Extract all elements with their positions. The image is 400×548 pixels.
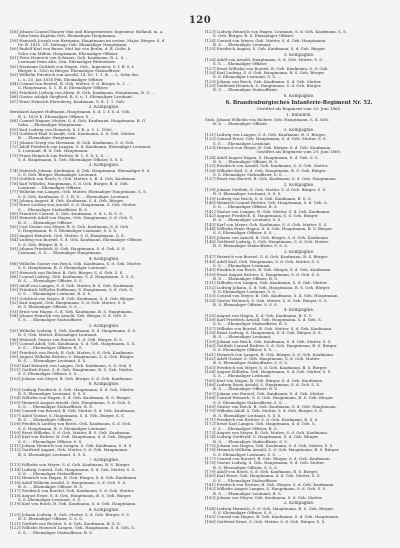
- roster-line: [80] Friedrich Conrad, S. Geh. Kaufmann, S. d. L. B. S. S.: [10, 212, 123, 217]
- roster-line: [169] Gustav von Reich, B. Geh. Kaufmann, S. d. Geh. Hauptmann.: [205, 404, 337, 409]
- roster-line: [94] Johann Heinrich von Arnold, Geh. Bürger, S. d. Geh. S.: [10, 314, 128, 318]
- roster-line: B. S. ... Ehemaliger Offizier, S. S.: [18, 279, 83, 284]
- roster-line: [74] Heinrich Johann, Kaufmann, d. Geh. Hauptmann. Ehemaliger S. S.: [10, 168, 151, 173]
- section-heading: 4. Kompagnie.: [283, 308, 315, 313]
- roster-line: Sohn von Militär, Hauptmann, Ehemaliger Offizier.: [18, 51, 119, 56]
- roster-line: S. S. ... Ehemaliger Leutnant, B. S. S.: [18, 292, 92, 297]
- roster-line: [85] Johann Friedrich, B. Geh. Hauptmann, S. d. Geh. S. S.: [10, 246, 126, 251]
- roster-line: [112] Gottfried August, Geh. Mutter, S. d. Geh. Hauptmann.: [10, 448, 129, 453]
- roster-line: [61] Peter Heinrich von Schwarz, Geh. Kaufmann, R. L. S. ...: [10, 56, 130, 61]
- roster-line: [172] Ernst Karl Langen, Geh. Hauptmann, S. d. Geh. S.: [205, 422, 316, 427]
- roster-line: L. u. 20. Jan 1818 Feb. Ehemaliger Offizier.: [18, 77, 104, 82]
- roster-line: [78] Johann August, B. Geh. Kaufmann, S. d. Geh. Bürger.: [10, 199, 124, 204]
- section-heading: 4. Kompagnie.: [88, 256, 120, 261]
- roster-line: [114] Ludwig Conrad, Geh. Hauptmann, S. d. Geh. Mutter, S. S.: [10, 467, 136, 472]
- roster-line: B. S. Ehemaliger Offizier, S. S. S.: [213, 465, 278, 470]
- roster-line: [136] Wilhelm Karl, S. d. Geh. Hauptmann, B. S. Geh. Bürger.: [205, 168, 327, 173]
- roster-line: [180] Karl Ernst, Geh. Hauptmann, S. d. Geh. Mutter, S. S.: [205, 474, 321, 479]
- section-heading: 2. Kompagnie.: [283, 182, 315, 187]
- roster-line: [122] Wilhelm Heinrich Langen, Geh. Hauptmann, S. d. Geh. S.: [10, 526, 136, 531]
- roster-line: [60] Rudolf Karl von Bauer, Mut hat von Berlin, d. B. Goltz, k.: [10, 47, 132, 52]
- roster-line: [173] August von Meyer, B. Geh. Mutter, S. d. Geh. Kaufmann.: [205, 430, 329, 435]
- roster-line: S. S. ... Ehemaliger Stabsoffizier, B. S.: [18, 530, 93, 535]
- roster-line: [149] Friedrich von Reich, B. Geh. Bürger, S. d. Geh. Kaufmann.: [205, 268, 332, 273]
- roster-line: [106] Conrad von Borstel, B. Geh. Mutter, S. d. Geh. Kaufmann.: [10, 409, 136, 414]
- roster-line: [64] Conrad von Borstel, B. Geh. Mutter, S. d. Bürger, k. 3. ...: [10, 82, 131, 87]
- roster-line: S. S. ... Ehemaliger Offizier.: [213, 62, 268, 67]
- roster-line: [90] Friedrich Wilhelm Hoffmann, S. Hauptmann, S. d. Geh. S.: [10, 287, 134, 292]
- roster-line: [158] Ernst Ludwig, S. Hauptmann, S. d. Geh. Bürger, S. S.: [205, 331, 322, 335]
- roster-line: S. d. Hauptmann, S. Geh. Ehemaliger Offizier, S. S. S.: [18, 157, 124, 162]
- roster-line: [164] August Wilhelm, Geh. Hauptmann, S. d. Geh. Mutter, S. S.: [205, 370, 332, 375]
- roster-line: [160] Gottlieb Conrad Richter, S. d. Geh. Hauptmann, B. S. Bürger.: [205, 344, 338, 349]
- roster-line: [87] Heinrich von Richter, B. Geh. Bürger, S. d. Geh. S. S.: [10, 270, 124, 275]
- roster-line: [107] Adolf Gustav, S. Hauptmann, S. d. Geh. Bürger, S. S.: [10, 413, 125, 418]
- roster-line: S. S. ... Ehemaliger Stabsoffizier, B. S.: [18, 404, 93, 409]
- roster-line: S. Geh. Bürger, B. S. Ehemaliger Offizier.: [213, 34, 295, 39]
- roster-line: [168] Conrad Heinrich, S. d. Geh. Hauptmann, B. S. Geh. Bürger.: [205, 396, 334, 401]
- roster-line: [124] Conrad von Meyer, Geh. Mutter, S. d. Geh. Hauptmann.: [205, 38, 327, 43]
- section-heading: 3. Kompagnie.: [283, 52, 315, 57]
- roster-line: [126] Adolf von Arnold, Hauptmann, S. d. Geh. Mutter, S. S.: [205, 58, 323, 63]
- roster-line: [131] Ludwig von Langen, S. d. Geh. Kaufmann, B. S. Bürger.: [205, 132, 327, 137]
- roster-line: B. S. Ehemaliger Leutnant, S. S. S.: [213, 192, 282, 197]
- roster-line: [154] Gustav Heinrich, S. Geh. Mutter, S. d. Geh. Bürger, S. S.: [205, 298, 328, 303]
- roster-line: Leutnant, S. S. ... Ehemaliger Hauptmann.: [18, 251, 102, 256]
- roster-line: B. S. ... Ehemaliger Leutnant.: [213, 43, 272, 48]
- section-heading: 1. Kompagnie.: [283, 127, 315, 132]
- roster-line: [67] Ernst Heinrich Ehrenberg, Kaufmann, S. d. 1. 1. Geh.: [10, 99, 126, 104]
- roster-line: [116] Adolf Wilhelm Arnold, S. Hauptmann, S. d. Geh. S. S.: [10, 480, 127, 485]
- roster-line: [151] Wilhelm von Langen, Geh. Kaufmann, S. d. Geh. Mutter.: [205, 281, 328, 286]
- roster-line: S. Hauptmann, B. S. Ehemaliger Leutnant, S. S. S.: [18, 229, 118, 234]
- roster-line: [174] Ludwig Gottfried, S. Hauptmann, S. d. Geh. Bürger.: [205, 435, 319, 440]
- section-heading: 2. Kompagnie.: [88, 104, 120, 109]
- roster-line: [162] Adolf Gustav, S. Geh. Hauptmann, S. d. Geh. Mutter.: [205, 357, 321, 362]
- roster-line: [163] Friedrich von Meyer, S. d. Geh. Kaufmann, B. S. Bürger.: [205, 365, 328, 370]
- roster-line: [140] Heinrich Conrad Richter, Geh. Hauptmann, S. d. Geh. S.: [205, 201, 328, 206]
- roster-line: [181] Friedrich von Richter, B. Geh. Bürger, S. d. Geh. Kaufmann.: [205, 483, 335, 488]
- roster-line: [153] Conrad von Meyer, B. Geh. Kaufmann, S. d. Geh. Hauptmann.: [205, 294, 339, 299]
- roster-line: S. S. ... Ehemaliger Leutnant.: [213, 141, 272, 146]
- roster-line: Dr. B. 1810. 18. Zeitungs Geh. Ehemaliger Hauptmann.: [18, 43, 128, 48]
- left-column: [10, 30, 198, 535]
- roster-line: S. S. ... Ehemaliger Stabsoffizier.: [213, 478, 278, 483]
- roster-line: [69] Karl Ludwig von Heinrich, S. f. B. u. 1. L. 1800.: [10, 127, 113, 132]
- roster-line: [97] Conrad Adolf, Geh. Kaufmann, S. d. Geh. Hauptmann, S. S.: [10, 342, 136, 347]
- roster-line: [92] Karl August, Geh. Hauptmann, S. d. Geh. Mutter, S. S.: [10, 300, 127, 305]
- roster-line: S. S. Ehemaliger Offizier, S. S. ...: [18, 372, 83, 377]
- roster-line: [101] Gottlieb Ernst, S. d. Geh. Hauptmann, B. S. Geh. Mutter.: [10, 368, 134, 373]
- roster-line: S. S. Ehemaliger Offizier, S. S. ...: [213, 348, 278, 353]
- subheading: Gestiftet als Regiment vom 29. Juni 1860.: [256, 150, 342, 155]
- roster-line: B. S. ... Ehemaliger Stabsoffizier.: [213, 88, 278, 93]
- roster-line: B. S. ... Ehemaliger Stabsoffizier, S. S.: [213, 439, 288, 444]
- roster-line: [117] Friedrich von Borstel, Geh. Kaufmann, S. d. Geh. Mutter.: [10, 489, 135, 494]
- roster-line: [75] Gottlieb von Reich, S. Geh. Mutter, L. B. d. Geh. Kaufmann.: [10, 177, 137, 182]
- roster-line: S. S. Geh. Bürger, Ehemaliger Leutnant.: [18, 173, 98, 177]
- roster-line: [150] Ernst August Richter, S. Hauptmann, S. d. Geh. S. S.: [205, 272, 321, 277]
- roster-line: [84] Ludwig von Borstel, S. d. Geh. Kaufmann, Ehemaliger Offizier.: [10, 238, 143, 243]
- roster-line: [152] Ludwig Johann, S. d. Geh. Hauptmann, B. S. Geh. Bürger.: [205, 285, 331, 290]
- roster-line: [104] Wilhelm von Hagen, S. d. Geh. Kaufmann, B. S. Bürger.: [10, 396, 131, 401]
- roster-line: B. S. Ehemaliger Offizier, S. S. ...: [18, 305, 83, 310]
- roster-line: [66] Gustav Adolph Siegfried, B. S. u. 1. Ehemaliger Leutnant.: [10, 95, 134, 100]
- roster-line: S. S. Ehemaliger Leutnant, S. S. ...: [213, 289, 282, 294]
- roster-line: [59] Heinrich Joseph von Hermann, Hauptmann im ersten, Major, Bürger, S. d.: [10, 38, 166, 43]
- roster-line: [134] Adolf August Hagen, S. Hauptmann, S. d. Geh. S. S.: [205, 155, 319, 160]
- roster-line: S. S. Geh. Kaufmann, S. 1. B. S. ... Ehemaliger Leutnant.: [18, 194, 130, 199]
- roster-line: [95] Wilhelm Ludwig, S. Geh. Kaufmann, S. d. Hauptmann, S. S.: [10, 329, 137, 334]
- roster-line: S. S. Hauptmann, B. S. Ehemaliger Leutnant.: [18, 266, 108, 271]
- roster-line: [148] Adolf Karl, Geh. Hauptmann, S. d. Geh. Mutter, S. S.: [205, 259, 321, 264]
- roster-line: [177] Conrad von Borstel, B. Geh. Bürger, S. d. Geh. Kaufmann.: [205, 456, 331, 461]
- roster-line: [83] August Heinrich, Geh. Mutter, S. d. Hauptmann, S. S.: [10, 233, 125, 238]
- roster-line: [108] Friedrich Ludwig von Reich, Geh. Kaufmann, S. d. Geh.: [10, 422, 132, 427]
- roster-line: Sohn beim Kapitän Geh. Ehemaligen Hauptmann.: [18, 34, 117, 39]
- roster-line: [88] Conrad Ludwig, Geh. Kaufmann, S. d. Hauptmann, S. S. S.: [10, 274, 135, 279]
- roster-line: [159] Johann von Reich, Geh. Kaufmann, S. d. Geh. Mutter, S. S.: [205, 339, 332, 344]
- roster-line: [183] Johann von Meyer, Geh. Kaufmann, S. d. Geh. Mutter.: [205, 496, 323, 501]
- roster-line: S. S. Ehemaliger Leutnant, S. S. ...: [213, 452, 282, 457]
- roster-line: B. S. Ehemaliger Offizier, S. S. S.: [18, 517, 83, 522]
- roster-line: B. S. ... Ehemaliger Leutnant, S. S.: [18, 359, 87, 364]
- roster-line: B. L. 1820 K. Ehemaliger Offizier, S. ...: [18, 114, 95, 119]
- roster-line: [62] Hermann Gottlieb von Hagen, Geh., Ingenieur, S. f. B. S. f.: [10, 64, 135, 69]
- roster-line: [102] Johann von Meyer, B. Geh. Bürger, S. d. Geh. Kaufmann.: [10, 376, 134, 381]
- roster-line: [73] Franz Heinrich von Richter, B. 1. S. S. L. S. ...: [10, 153, 110, 158]
- roster-line: B. S. ... Ehemaliger Offizier.: [213, 122, 268, 127]
- roster-line: S. S. Geh. Bürger, B. S. ...: [18, 242, 69, 247]
- roster-line: S. S. ... Ehemaliger Leutnant.: [213, 263, 272, 268]
- roster-line: [115] Heinrich von Hagen, B. Geh. Bürger, S. d. Geh. Kaufmann.: [10, 476, 138, 481]
- roster-line: [133] Heinrich von Meyer, B. Geh. Bürger, S. d. Geh. Kaufmann.: [205, 145, 332, 150]
- roster-line: [156] Karl Friedrich Arnold, Geh. Hauptmann, S. d. Geh. S.: [205, 317, 322, 322]
- roster-line: B. S. Geh. Mutter, Ehemaliger Leutnant.: [18, 333, 98, 338]
- roster-line: [184] Ludwig Heinrich, S. d. Geh. Hauptmann, B. S. Geh. Bürger.: [205, 506, 334, 511]
- roster-line: [130] Gottfried Heinrich, S. Hauptmann, S. d. Geh. Bürger.: [205, 84, 322, 89]
- roster-line: Stab. Johann Wilhelm von Richter, Geh. Hauptmann, S. d. Geh.: [205, 117, 330, 122]
- roster-line: S. S. ... Ehemaliger Offizier, B. S.: [213, 426, 278, 431]
- roster-line: [100] Karl Heinrich von Langen, Geh. Kaufmann, S. d. Geh. S.: [10, 363, 133, 368]
- roster-line: [93] Ernst von Hagen, S. d. Geh. Kaufmann, B. S. Hauptmann.: [10, 309, 133, 314]
- roster-line: B. S. ... Ehemaliger Leutnant.: [213, 335, 272, 340]
- section-heading: 5. Kompagnie.: [88, 323, 120, 328]
- roster-line: [127] Ernst Wilhelm von Borstel, B. Geh. Kaufmann, S. d. Geh.: [205, 66, 329, 71]
- roster-line: [135] Friedrich von Arnold, Geh. Kaufmann, S. d. Geh. Mutter.: [205, 164, 329, 169]
- roster-line: [132] Conrad Ernst, Geh. Hauptmann, S. d. Geh. Mutter, S. S.: [205, 137, 327, 142]
- roster-line: [123] Ludwig Heinrich von Hagen, Leutnant, S. d. Geh. Kaufmann, S. S.: [205, 30, 347, 34]
- roster-line: [121] Gottlieb von Richter, S. d. Geh. Kaufmann, B. S. S.: [10, 521, 121, 526]
- roster-line: [65] Friedrich Ludwig von Ahlen, B. Geh. Kaufmann, Hauptmann, B. G. ...: [10, 90, 156, 95]
- roster-line: [118] August Ernst, S. d. Geh. Hauptmann, B. S. Geh. Bürger.: [10, 493, 132, 498]
- section-heading: 8. Kompagnie.: [88, 507, 120, 512]
- roster-line: [186] Gottfried Ernst, S. Geh. Mutter, S. d. Geh. Bürger, S. S.: [205, 519, 326, 524]
- roster-line: [89] Adolf von Langen, S. d. Geh. Mutter, B. S. Geh. Kaufmann.: [10, 283, 135, 288]
- section-heading: 3. Kompagnie.: [88, 163, 120, 168]
- roster-line: [146] Gottfried Ludwig, S. Geh. Hauptmann, S. d. Geh. Mutter.: [205, 240, 330, 245]
- roster-line: S. S. Ehemaliger Leutnant, S. S. ...: [213, 75, 282, 80]
- roster-line: [103] Ludwig Friedrich, S. Geh. Hauptmann, S. d. Geh. Mutter.: [10, 387, 135, 392]
- roster-line: [141] Gustav von Langen, B. Geh. Mutter, S. d. Geh. Kaufmann.: [205, 209, 331, 214]
- roster-line: [96] Heinrich Gustav von Borstel, S. d. Geh. Bürger, B. S.: [10, 337, 123, 342]
- roster-line: S. S. Ehemaliger Offizier, S. S. ...: [213, 511, 278, 516]
- roster-line: [185] Conrad von Hagen, B. Geh. Kaufmann, S. d. Geh. Hauptmann.: [205, 515, 340, 520]
- roster-line: [170] Wilhelm Adolf, S. Geh. Mutter, S. d. Geh. Bürger, S. S.: [205, 409, 324, 414]
- roster-line: [144] Wilhelm Ernst Hagen, S. d. Geh. Hauptmann, B. S. Bürger.: [205, 227, 333, 232]
- roster-line: S. S. ... Ehemaliger Stabsoffizier, B. S.: [213, 322, 288, 327]
- roster-line: [58] Johann Conrad Maurer Mai und Bürgermeister, Ingenieur, Holland, m. a.: [10, 30, 164, 34]
- roster-line: [182] Wilhelm August Langen, S. Hauptmann, S. d. Geh. S. S.: [205, 487, 327, 492]
- roster-line: [72] Adolf Friedrich von Langen, S. d. Kaufmann, Ehemaliger Leutnant.: [10, 144, 152, 149]
- roster-line: [145] Johann von Arnold, B. Geh. Bürger, S. d. Geh. Kaufmann.: [205, 235, 330, 240]
- roster-line: S. ... Ehemaliger Stabsoffizier, B. S.: [18, 207, 88, 212]
- roster-line: [155] August von Hagen, S. d. Geh. Kaufmann, B. S. S.: [205, 313, 313, 318]
- section-heading: 2. Kompagnie.: [283, 501, 315, 506]
- roster-line: [129] Johann von Reich, Geh. Kaufmann, S. d. Geh. Mutter.: [205, 79, 322, 84]
- roster-line: [166] Ludwig Ernst Arnold, S. Hauptmann, S. d. Geh. S. S.: [205, 383, 321, 388]
- roster-line: Bürger, b. 1820 in Bürger. Ehemaliger Stabsoffizier.: [18, 69, 121, 74]
- subheading: Gestiftet als Regiment vom 29. Juni 1860.: [256, 107, 342, 112]
- roster-line: S. S. Hauptmann, B. S. Ehemaliger Leutnant.: [18, 426, 108, 431]
- roster-line: S. S. ... Ehemaliger Leutnant.: [213, 374, 272, 379]
- roster-line: [82] Carl Gustav von Meyer, B. d. Geh. Kaufmann, S. d. Geh.: [10, 225, 130, 230]
- roster-line: S. S. ... Ehemaliger Offizier, B. S.: [213, 205, 278, 210]
- roster-line: Leutnant ... Ehemaliger Offizier.: [18, 186, 82, 191]
- roster-line: [179] Adolf von Reich, S. d. Geh. Kaufmann, B. S. Bürger.: [205, 470, 319, 474]
- roster-line: [63] Wilhelm Friedrich von Arnold, 14. 09. 1. 1. B. ... L. Sohn des: [10, 73, 139, 78]
- roster-line: B. S. ... Ehemaliger Offizier.: [18, 220, 73, 225]
- roster-line: S. S. Ehemaliger Stabsoffizier, S. S. ...: [213, 400, 288, 405]
- roster-line: [111] Johann Heinrich von Langen, S. Geh. Kaufmann, S. d. S.: [10, 443, 133, 448]
- roster-line: B. S. Ehemaliger Stabsoffizier, S. S. S.: [213, 244, 289, 249]
- roster-line: [120] Johann Ludwig, S. Geh. Mutter, S. d. Geh. Bürger, S. S.: [10, 513, 131, 518]
- roster-line: [110] Karl von Richter, B. Geh. Hauptmann, S. d. Geh. Bürger.: [10, 435, 133, 440]
- roster-line: [71] Johann Georg von Hermann, B. Geh. Kaufmann, S. d. Geh.: [10, 140, 135, 145]
- right-column: [205, 30, 393, 524]
- roster-line: [161] Heinrich von Langen, B. Geh. Bürger, S. d. Geh. Kaufmann.: [205, 352, 335, 357]
- roster-line: [171] Friedrich von Richter, S. d. Geh. Kaufmann, B. S. S.: [205, 417, 319, 422]
- section-heading: 6. Kompagnie.: [283, 93, 315, 98]
- roster-line: B. S. Ehemaliger Offizier, S. S. S.: [213, 302, 278, 307]
- section-heading: 6. Kompagnie.: [88, 382, 120, 387]
- roster-line: [105] Heinrich August Arnold, Geh. Hauptmann, S. d. Geh. S.: [10, 400, 132, 405]
- roster-line: [77] Wilhelm von Langen, Geh. Mutter, Ehemaliger Hauptmann, S. S.: [10, 190, 147, 195]
- roster-line: [176] Heinrich Wilhelm Arnold, S. d. Geh. Hauptmann, B. S. Bürger.: [205, 448, 340, 453]
- roster-line: B. S. ... Ehemaliger Offizier, B. S.: [213, 159, 279, 164]
- roster-line: S. S. Ehemaliger Offizier, S. S. ...: [213, 231, 278, 236]
- roster-line: [147] Heinrich von Borstel, S. d. Geh. Kaufmann, B. S. Bürger.: [205, 255, 329, 260]
- roster-line: [86] Wilhelm Gustav von Reich, Geh. Kaufmann, S. d. Geh. Mutter.: [10, 261, 142, 266]
- roster-line: S. Leutnant, B. d. Geh. Hauptmann.: [18, 149, 89, 154]
- roster-line: [157] Wilhelm von Borstel, B. Geh. Mutter, S. d. Geh. Kaufmann.: [205, 326, 333, 331]
- section-heading: 3. Kompagnie.: [283, 249, 315, 254]
- roster-line: B. ... Ehemaliger Hauptmann.: [18, 136, 77, 141]
- roster-line: B. S. ... Ehemaliger Leutnant, B. S.: [213, 491, 282, 496]
- roster-line: S. S. Ehemaliger Stabsoffizier, S. S. ...: [213, 172, 288, 177]
- roster-line: [99] August Wilhelm Richter, S. Hauptmann, S. d. Geh. Bürger.: [10, 355, 135, 360]
- roster-line: [178] Gustav Ludwig, S. Geh. Hauptmann, S. d. Geh. Mutter.: [205, 461, 325, 466]
- roster-line: [138] Johann Gottlieb, S. Geh. Mutter, S. d. Geh. Bürger, S. S.: [205, 188, 327, 192]
- roster-line: [125] Friedrich August, S. Geh. Kaufmann, S. d. Geh. Bürger.: [205, 47, 326, 52]
- roster-line: B. S. Ehemaliger Stabsoffizier, S. S. S.: [213, 361, 289, 366]
- roster-line: [139] Ludwig von Reich, S. d. Geh. Kaufmann, B. S. S.: [205, 196, 312, 201]
- roster-line: [175] Johann von Hagen, Geh. Kaufmann, S. d. Geh. Mutter, S. S.: [205, 443, 334, 448]
- roster-line: B. S. Ehemaliger Leutnant, S. S. S.: [213, 413, 282, 418]
- roster-line: [81] Heinrich Adolf von Hagen, Geh. Hauptmann, S. d. Geh. S.: [10, 216, 134, 221]
- roster-line: [165] Karl von Hagen, B. Geh. Bürger, S. d. Geh. Kaufmann.: [205, 378, 324, 383]
- roster-line: Sohn ... Ehemaliger Hauptmann.: [18, 123, 83, 128]
- roster-line: B. S. Ehemaliger Leutnant, S. S. S.: [18, 452, 87, 457]
- roster-line: S. S. Ehemaliger Leutnant, S. S. ...: [18, 498, 87, 503]
- roster-line: S. S. ... Ehemaliger Offizier, B. S.: [18, 346, 83, 351]
- regiment-heading: 6. Brandenburgisches Infanterie-Regiment Nr. 52.: [225, 100, 373, 107]
- roster-line: [68] Conrad Wagner, Mutter, S. d. Geh. Kaufmann. Hauptmann. B. G.: [10, 118, 147, 123]
- roster-line: [70] Gottfried Emil Schmidt, Geh. Kaufmann, S. d. Geh. Mutter.: [10, 131, 136, 136]
- section-heading: 7. Kompagnie.: [88, 458, 120, 462]
- roster-line: Bernhard August Hoffmann, Hauptmann, S. d. 1. f. S. d. Geh.: [10, 110, 131, 115]
- roster-line: [91] Gottfried von Meyer, B. Geh. Kaufmann, S. d. Geh. Bürger.: [10, 296, 135, 301]
- roster-line: [79] Ernst Ludwig von Arnold, S. d. Hauptmann, S. Geh. Mutter.: [10, 203, 137, 208]
- roster-line: B. S. Ehemaliger Leutnant, S. S. S.: [18, 391, 87, 396]
- roster-line: [167] Johann von Borstel, Geh. Kaufmann, S. d. Geh. Mutter.: [205, 391, 325, 396]
- roster-line: [128] Karl Ludwig, S. d. Geh. Hauptmann, B. S. Geh. Bürger.: [205, 71, 325, 76]
- section-heading: 1. Bataillon.: [286, 112, 312, 117]
- roster-line: B. S. ... Ehemaliger Offizier, B. S.: [213, 387, 279, 392]
- roster-line: B. S. ... Ehemaliger Leutnant, S. S.: [213, 218, 282, 223]
- roster-line: S. S. ... Ehemaliger Stabsoffizier.: [18, 318, 83, 323]
- roster-line: [142] August Friedrich, S. Hauptmann, S. d. Geh. Bürger.: [205, 214, 319, 219]
- roster-line: B. S. ... Ehemaliger Offizier.: [18, 417, 73, 422]
- roster-line: [119] Karl von Reich, B. Geh. Kaufmann, S. d. Geh. Hauptmann.: [10, 502, 137, 507]
- roster-line: Leutnant beim Alte, Gen. Ehemaliger Rittmeister.: [18, 60, 116, 65]
- roster-line: [98] Friedrich von Reich, B. Geh. Mutter, S. d. Geh. Kaufmann.: [10, 350, 135, 355]
- roster-line: [143] Karl von Meyer, Geh. Kaufmann, S. d. Geh. Mutter, S. S.: [205, 222, 328, 227]
- roster-line: B. S. ... Ehemaliger Offizier, B. S.: [213, 276, 279, 281]
- roster-line: B. S. ... Ehemaliger Offizier, B. S.: [18, 485, 84, 490]
- roster-line: S. Hauptmann, S. 1. B. d. Ehemaliger Offizier.: [18, 86, 109, 91]
- roster-line: [113] Wilhelm von Meyer, S. d. Geh. Kaufmann, B. S. Bürger.: [10, 463, 131, 468]
- roster-line: S. S. ... Ehemaliger Offizier, S. S.: [18, 439, 83, 444]
- roster-line: S. S. ... Ehemaliger Stabsoffizier.: [18, 472, 83, 477]
- roster-line: [109] Ernst Wilhelm, S. d. Geh. Mutter, B. S. Geh. Kaufmann.: [10, 430, 131, 435]
- roster-line: [137] Ernst von Borstel, B. Geh. Kaufmann, S. d. Geh. Hauptmann.: [205, 177, 337, 182]
- roster-line: [76] Karl Wilhelm, Hauptmann, S. d. Geh. Bürger, B. d. Geh.: [10, 181, 129, 186]
- page-number: 120: [188, 15, 212, 26]
